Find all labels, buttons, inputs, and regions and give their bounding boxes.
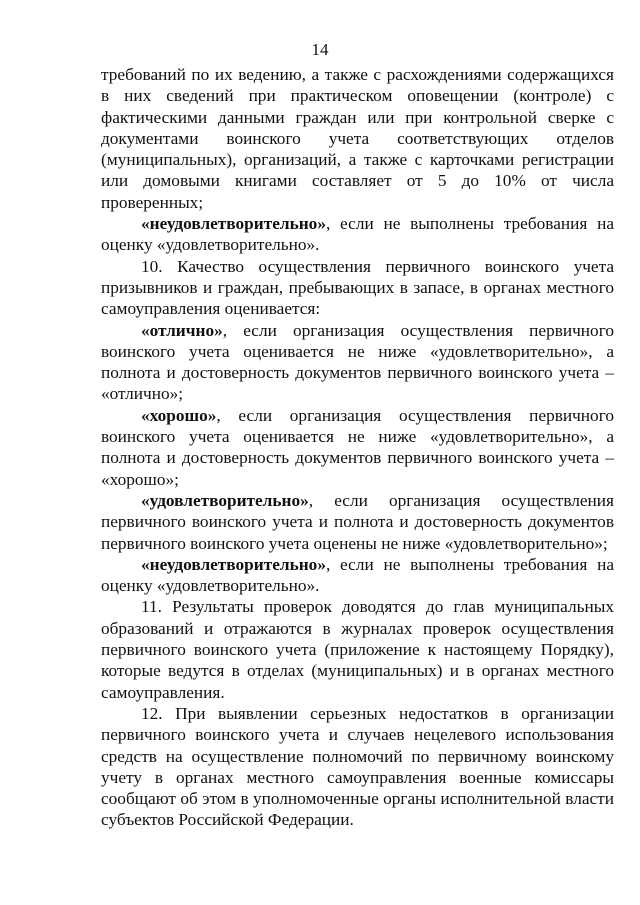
paragraph-item-10 (101, 256, 614, 320)
paragraph-text: , если организация осуществления первичного воинского учета оценивается не ниже «удовлетворительно», а полнота и достоверность документов первичного воинского учета – «отлично»; (101, 320, 614, 404)
grade-term: «отлично» (141, 320, 223, 340)
paragraph-text: 11. Результаты проверок доводятся до глав муниципальных образований и отражаются в журналах проверок осуществления первичного воинского учета (приложение к настоящему Порядку), которые ведутся в отделах (муниципальных) и в органах местного самоуправления. (101, 597, 614, 702)
paragraph-grade-satisfactory (101, 490, 614, 554)
paragraph-text: требований по их ведению, а также с расхождениями содержащихся в них сведений при практическом оповещении (контроле) с фактическими данными граждан или при контрольной сверке с документами воинского учета соответствующих отделов (муниципальных), организаций, а также с карточками регистрации или домовыми книгами составляет от 5 до 10% от числа проверенных; (101, 65, 614, 212)
paragraph-grade-good (101, 405, 614, 490)
grade-term: «неудовлетворительно» (141, 554, 326, 574)
document-body (101, 64, 614, 831)
paragraph-text: 10. Качество осуществления первичного воинского учета призывников и граждан, пребывающих в запасе, в органах местного самоуправления оценивается: (101, 256, 614, 319)
page-number: 14 (311, 40, 329, 59)
grade-term: «хорошо» (141, 405, 217, 425)
grade-term: «неудовлетворительно» (141, 214, 326, 234)
paragraph-text: , если организация осуществления первичного воинского учета и полнота и достоверность документов первичного воинского учета оценены не ниже «удовлетворительно»; (101, 490, 614, 553)
paragraph-grade-unsatisfactory-2 (101, 554, 614, 597)
paragraph-continuation (101, 64, 614, 213)
paragraph-text: , если не выполнены требования на оценку «удовлетворительно». (101, 554, 614, 596)
paragraph-grade-unsatisfactory (101, 213, 614, 256)
grade-term: «удовлетворительно» (141, 490, 309, 510)
paragraph-item-11 (101, 596, 614, 702)
paragraph-grade-excellent (101, 320, 614, 405)
paragraph-text: , если не выполнены требования на оценку «удовлетворительно». (101, 214, 614, 255)
paragraph-text: , если организация осуществления первичного воинского учета оценивается не ниже «удовлетворительно», а полнота и достоверность документов первичного воинского учета – «хорошо»; (101, 405, 614, 489)
paragraph-item-12 (101, 703, 614, 831)
paragraph-text: 12. При выявлении серьезных недостатков в организации первичного воинского учета и случаев нецелевого использования средств на осуществление полномочий по первичному воинскому учету в органах местного самоуправления военные комиссары сообщают об этом в уполномоченные органы исполнительной власти субъектов Российской Федерации. (101, 703, 614, 830)
